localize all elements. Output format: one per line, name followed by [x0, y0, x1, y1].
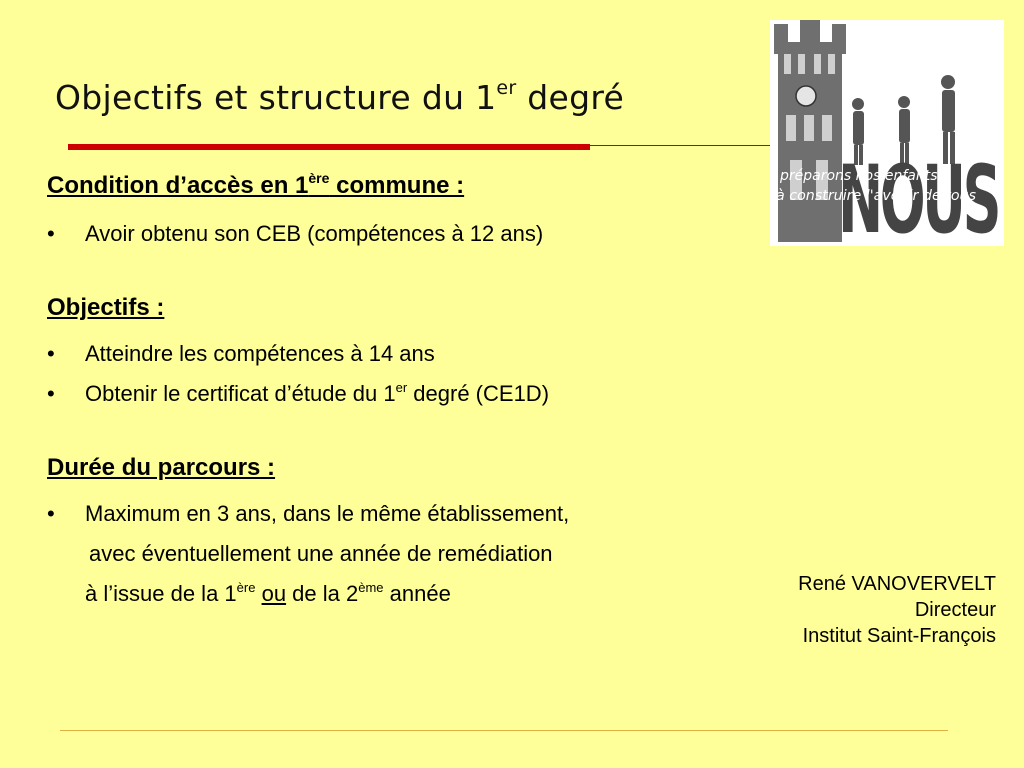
signature-name: René VANOVERVELT: [798, 573, 996, 595]
bullet-dot: •: [47, 501, 55, 526]
bullet-duration-1: [47, 501, 569, 527]
signature-role: Directeur: [914, 599, 996, 621]
heading-access-end: commune :: [329, 172, 465, 199]
heading-access-sup: ère: [308, 170, 330, 186]
bullet-goals-2: [47, 381, 549, 407]
title-text-end: degré: [516, 78, 625, 117]
underlined-ou: ou: [261, 581, 287, 606]
bullet-text-end: degré (CE1D): [407, 381, 550, 406]
logo-word: NOUS: [838, 146, 998, 246]
bullet-access-1: [47, 221, 543, 247]
logo-tagline-1: préparons nos enfants: [780, 168, 938, 184]
heading-duration-text: Durée du parcours :: [47, 454, 276, 481]
heading-goals: [47, 294, 164, 322]
title-superscript: er: [496, 77, 517, 99]
bullet-sup: er: [395, 380, 408, 395]
footer-divider: [60, 730, 948, 731]
bullet-dot: •: [47, 221, 55, 246]
slide-title: [55, 78, 624, 117]
title-underline-thin: [590, 145, 770, 146]
continuation-text-d: année: [383, 581, 451, 606]
bullet-duration-line-3: [85, 581, 451, 607]
bullet-dot: •: [47, 381, 55, 406]
bullet-text: Obtenir le certificat d’étude du 1: [85, 381, 396, 406]
heading-access-text: Condition d’accès en 1: [47, 172, 309, 199]
continuation-sup-b: ème: [358, 580, 384, 595]
continuation-text-c: de la 2: [286, 581, 359, 606]
heading-access: [47, 172, 464, 200]
bullet-duration-line-2: [89, 541, 553, 567]
bullet-goals-1: [47, 341, 435, 367]
signature-school: Institut Saint-François: [802, 625, 996, 647]
bullet-text: Maximum en 3 ans, dans le même établissement,: [85, 501, 570, 526]
signature-block: [798, 571, 996, 649]
bullet-text: Avoir obtenu son CEB (compétences à 12 ans): [85, 221, 544, 246]
bullet-dot: •: [47, 341, 55, 366]
continuation-sup-a: ère: [236, 580, 256, 595]
heading-goals-text: Objectifs :: [47, 294, 165, 321]
title-underline-red: [68, 144, 590, 150]
continuation-text: avec éventuellement une année de remédiation: [89, 541, 553, 566]
bullet-text: Atteindre les compétences à 14 ans: [85, 341, 435, 366]
title-text: Objectifs et structure du 1: [55, 78, 497, 117]
continuation-text-a: à l’issue de la 1: [85, 581, 237, 606]
heading-duration: [47, 454, 275, 482]
logo-graphic: [770, 20, 1004, 246]
logo-tagline-2: à construire l'avenir de tous: [776, 188, 976, 204]
school-logo: [770, 20, 1004, 246]
